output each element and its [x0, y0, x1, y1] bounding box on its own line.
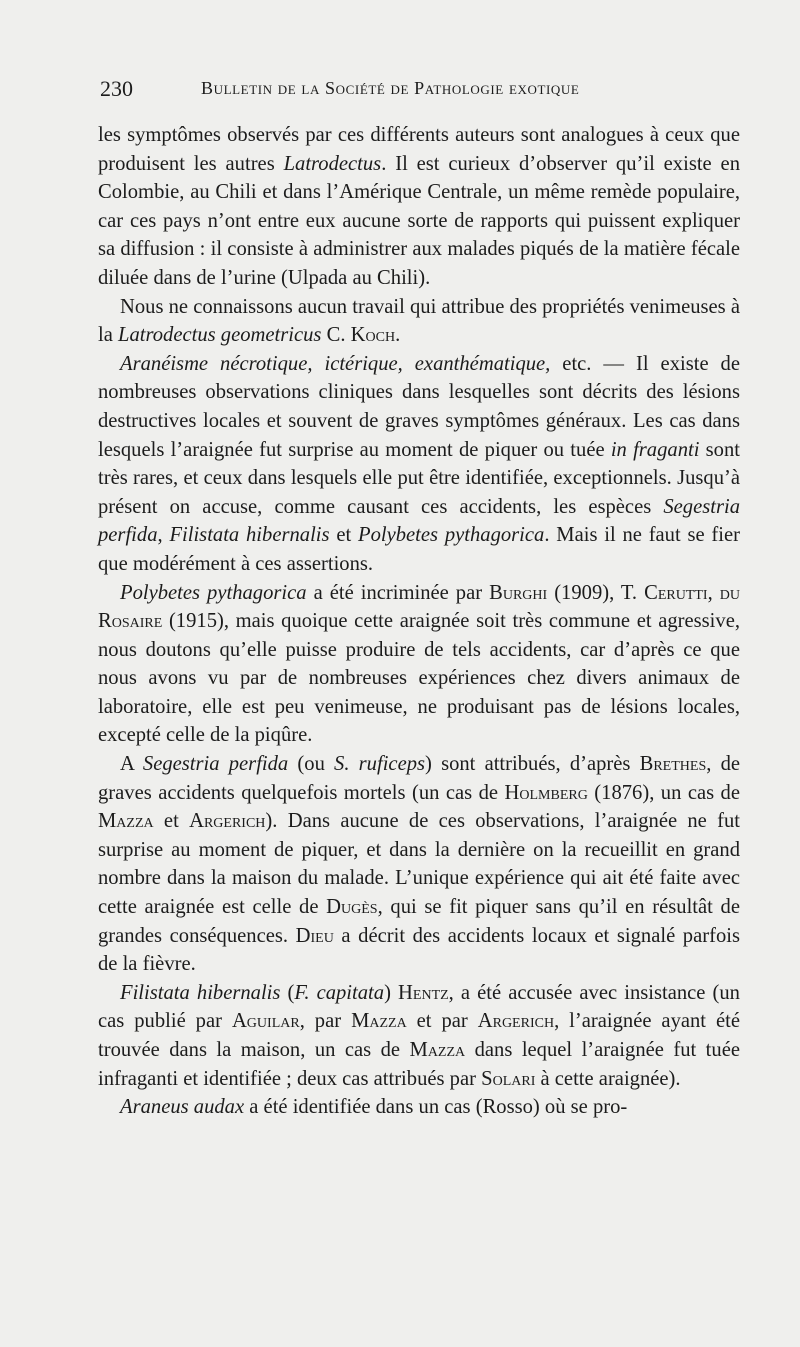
small-caps-text: Koch	[350, 324, 396, 347]
italic-text: Segestria perfida	[142, 753, 289, 776]
text-run: ) où se pro-	[532, 1096, 628, 1119]
small-caps-text: du Rosaire	[98, 581, 740, 633]
small-caps-text: Aguilar	[231, 1010, 300, 1033]
text-run: et	[329, 524, 358, 547]
italic-text: Segestria perfida	[98, 495, 740, 547]
italic-text: F. capitata	[294, 981, 385, 1004]
text-run: Rosso	[482, 1096, 533, 1119]
italic-text: S. ruficeps	[334, 753, 426, 776]
paragraph	[98, 121, 740, 293]
text-run: (	[280, 981, 295, 1004]
text-run: A	[120, 753, 143, 776]
page-header	[100, 76, 700, 106]
small-caps-text: Holmberg	[504, 781, 588, 804]
text-run: et	[153, 810, 190, 833]
italic-text: Filistata hibernalis	[169, 524, 330, 547]
text-run: Nous ne connaissons aucun travail qui attribue des propriétés venimeuses à la	[98, 295, 740, 347]
text-run: a décrit des accidents locaux et signalé parfois de la fièvre.	[98, 924, 740, 976]
text-run: dans lequel l’araignée fut tuée infraganti et identifiée ; deux cas attribués par	[98, 1039, 740, 1090]
text-run: , par	[299, 1010, 352, 1033]
small-caps-text: Argerich	[477, 1010, 555, 1033]
text-run: (1915), mais quoique cette araignée soit très commune et agressive, nous doutons qu’elle puisse produire de tels accidents, car d’après ce que nous avons vu par de nombreuses expériences chez divers animaux de laboratoire, elle est peu venimeuse, ne produisant pas de lésions locales, excepté celle de la piqûre.	[98, 610, 740, 747]
text-run: (1909), T.	[547, 581, 645, 604]
body-text	[98, 121, 740, 1122]
italic-text: Araneus audax	[120, 1096, 245, 1119]
paragraph	[98, 350, 740, 579]
paragraph	[98, 750, 740, 979]
text-run: (1876), un cas de	[587, 781, 740, 804]
italic-text: in fraganti	[610, 438, 700, 461]
italic-text: Polybetes pythagorica	[120, 581, 307, 604]
small-caps-text: Cerutti	[644, 581, 708, 604]
text-run: ) sont attribués, d’après	[425, 753, 640, 776]
text-run: .	[395, 324, 401, 347]
text-run: et par	[406, 1010, 478, 1033]
text-run: ). Dans aucune de ces observations, l’araignée ne fut surprise au moment de piquer, et dans la dernière on la recueillit en grand nombre dans la maison du malade. L’unique expérience qui ait été faite avec cette araignée est celle de	[98, 810, 740, 919]
text-run: a été incriminée par	[306, 581, 490, 604]
paragraph	[98, 293, 740, 350]
text-run: a été identifiée dans un cas (	[244, 1096, 483, 1119]
italic-text: Polybetes pythagorica	[357, 524, 545, 547]
paragraph	[98, 1093, 740, 1122]
small-caps-text: Argerich	[189, 810, 266, 833]
text-run: ,	[707, 581, 720, 604]
paragraph	[98, 579, 740, 751]
page-number: 230	[100, 76, 133, 101]
small-caps-text: Burghi	[489, 581, 548, 604]
italic-text: Latrodectus	[283, 152, 382, 175]
text-run: ,	[157, 524, 170, 547]
text-run: C.	[321, 324, 351, 347]
small-caps-text: Solari	[481, 1067, 536, 1090]
text-run: , de graves accidents quelquefois mortels (un cas de	[98, 753, 741, 804]
small-caps-text: Mazza	[351, 1010, 407, 1033]
small-caps-text: Hentz	[398, 981, 449, 1004]
small-caps-text: Mazza	[409, 1039, 466, 1061]
paragraph	[98, 979, 740, 1093]
text-run: (ou	[288, 753, 335, 776]
text-run: )	[384, 981, 399, 1004]
small-caps-text: Brethes	[639, 753, 707, 776]
text-run: . Mais il ne faut se fier que modérément à ces assertions.	[98, 524, 741, 575]
small-caps-text: Dugès	[326, 896, 378, 919]
text-run: , l’araignée ayant été trouvée dans la maison, un cas de	[98, 1010, 740, 1061]
text-run: , a été accusée avec insistance (un cas publié par	[98, 981, 740, 1033]
italic-text: Aranéisme nécrotique, ictérique, exanthématique,	[120, 352, 551, 375]
text-run: les symptômes observés par ces différents auteurs sont analogues à ceux que produisent les autres	[98, 124, 740, 175]
text-run: sont très rares, et ceux dans lesquels elle put être identifiée, exceptionnels. Jusqu’à présent on accuse, comme causant ces accidents, les espèces	[98, 438, 740, 518]
running-title: Bulletin de la Société de Pathologie exotique	[201, 78, 580, 98]
text-run: , qui se fit piquer sans qu’il en résultât de grandes conséquences.	[98, 896, 740, 947]
text-run: à cette araignée).	[535, 1067, 681, 1090]
small-caps-text: Mazza	[98, 810, 154, 833]
text-run: etc. — Il existe de nombreuses observations cliniques dans lesquelles sont décrits des lésions destructives locales et souvent de graves symptômes généraux. Les cas dans lesquels l’araignée fut surprise au moment de piquer ou tuée	[98, 352, 740, 461]
italic-text: Latrodectus geometricus	[118, 324, 322, 347]
italic-text: Filistata hibernalis	[120, 981, 281, 1004]
small-caps-text: Dieu	[295, 924, 334, 947]
text-run: . Il est curieux d’observer qu’il existe en Colombie, au Chili et dans l’Amérique Centrale, un même remède populaire, car ces pays n’ont entre eux aucune sorte de rapports qui puissent expliquer sa diffusion : il consiste à administrer aux malades piqués de la matière fécale diluée dans de l’urine (Ulpada au Chili).	[98, 152, 740, 289]
